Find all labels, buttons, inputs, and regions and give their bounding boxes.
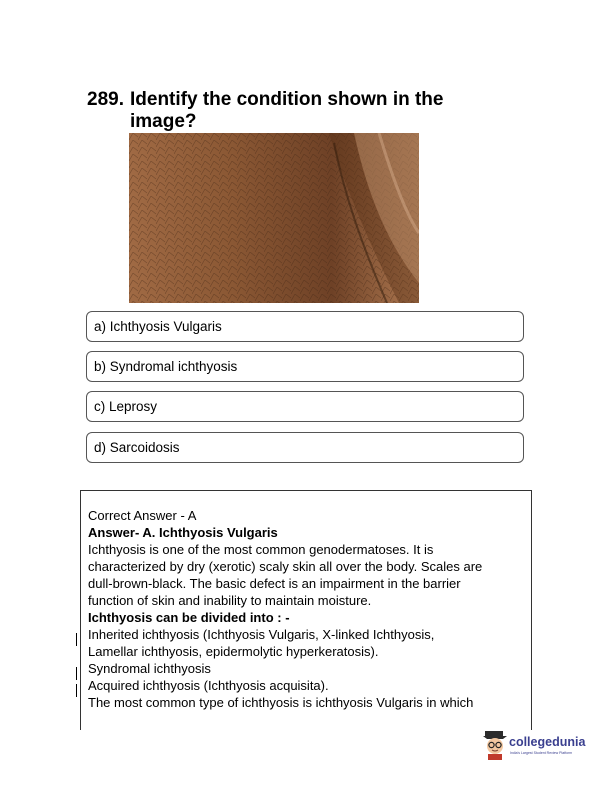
question-number: 289. — [87, 89, 124, 110]
bullet-marker — [76, 667, 77, 680]
brand-logo — [482, 730, 586, 764]
list-item: The most common type of ichthyosis is ichthyosis Vulgaris in which — [88, 695, 474, 710]
answer-line: characterized by dry (xerotic) scaly skin all over the body. Scales are — [88, 559, 483, 574]
list-item: Lamellar ichthyosis, epidermolytic hyperkeratosis). — [88, 644, 379, 659]
skin-condition-image — [129, 133, 419, 303]
answer-box — [80, 490, 532, 730]
option-b[interactable]: b) Syndromal ichthyosis — [86, 351, 524, 382]
answer-line: function of skin and inability to maintain moisture. — [88, 593, 372, 608]
answer-heading: Answer- A. Ichthyosis Vulgaris — [88, 525, 278, 540]
option-a[interactable]: a) Ichthyosis Vulgaris — [86, 311, 524, 342]
answer-subheading: Ichthyosis can be divided into : - — [88, 610, 290, 625]
brand-name: collegedunia — [509, 735, 586, 749]
list-item: Inherited ichthyosis (Ichthyosis Vulgaris, X-linked Ichthyosis, — [88, 627, 435, 642]
correct-answer: Correct Answer - A — [88, 508, 197, 523]
list-item: Acquired ichthyosis (Ichthyosis acquisita). — [88, 678, 329, 693]
bullet-marker — [76, 633, 77, 646]
answer-line: dull-brown-black. The basic defect is an impairment in the barrier — [88, 576, 461, 591]
option-c[interactable]: c) Leprosy — [86, 391, 524, 422]
question-text: Identify the condition shown in the image? — [130, 89, 444, 132]
answer-line: Ichthyosis is one of the most common genodermatoses. It is — [88, 542, 434, 557]
brand-tagline: India's Largest Student Review Platform — [510, 751, 573, 755]
list-item: Syndromal ichthyosis — [88, 661, 211, 676]
bullet-marker — [76, 684, 77, 697]
mascot-icon — [482, 730, 508, 760]
option-d[interactable]: d) Sarcoidosis — [86, 432, 524, 463]
